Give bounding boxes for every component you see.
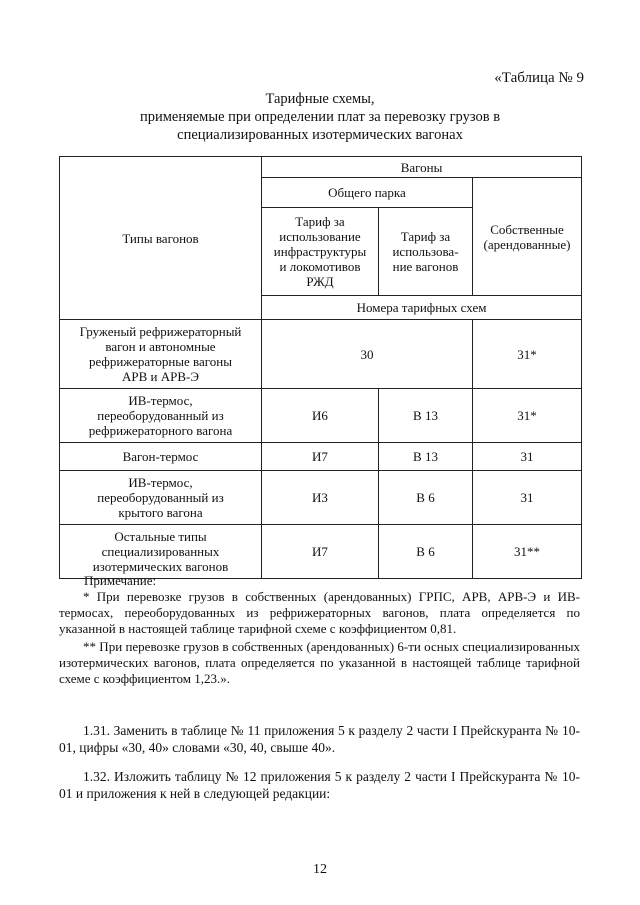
paragraph-1-31: 1.31. Заменить в таблице № 11 приложения 5 к разделу 2 части I Прейскуранта № 10-01, цифры «30, 40» словами «30, 40, свыше 40». bbox=[59, 723, 580, 755]
title-line: применяемые при определении плат за перевозку грузов в bbox=[139, 109, 501, 125]
row-own-scheme: 31 bbox=[473, 443, 582, 471]
header-infrastructure-tariff: Тариф за использование инфраструктуры и локомотивов РЖД bbox=[262, 208, 379, 296]
table-number: «Таблица № 9 bbox=[494, 70, 584, 86]
row-wagon-scheme: В 6 bbox=[379, 525, 473, 579]
table-row bbox=[60, 471, 582, 525]
row-own-scheme: 31** bbox=[473, 525, 582, 579]
page-number: 12 bbox=[313, 862, 327, 877]
row-infra-scheme: И6 bbox=[262, 389, 379, 443]
row-infra-scheme: И7 bbox=[262, 525, 379, 579]
row-infra-scheme: И3 bbox=[262, 471, 379, 525]
table-row bbox=[60, 443, 582, 471]
title-line: Тарифные схемы, bbox=[265, 91, 375, 107]
row-type: Груженый рефрижераторный вагон и автономные рефрижераторные вагоны АРВ и АРВ-Э bbox=[60, 320, 262, 389]
row-wagon-scheme: В 13 bbox=[379, 443, 473, 471]
notes-title: Примечание: bbox=[84, 573, 157, 588]
row-own-scheme: 31 bbox=[473, 471, 582, 525]
table-notes bbox=[59, 573, 580, 687]
row-wagon-scheme: В 6 bbox=[379, 471, 473, 525]
tariff-table bbox=[59, 156, 582, 579]
header-scheme-numbers: Номера тарифных схем bbox=[262, 296, 582, 320]
row-type: ИВ-термос, переоборудованный из крытого вагона bbox=[60, 471, 262, 525]
row-wagon-scheme: В 13 bbox=[379, 389, 473, 443]
paragraph-1-32: 1.32. Изложить таблицу № 12 приложения 5 к разделу 2 части I Прейскуранта № 10-01 и приложения к ней в следующей редакции: bbox=[59, 769, 580, 801]
table-title bbox=[60, 90, 580, 144]
row-type: Вагон-термос bbox=[60, 443, 262, 471]
header-wagon-types: Типы вагонов bbox=[60, 157, 262, 320]
table-row bbox=[60, 525, 582, 579]
row-own-scheme: 31* bbox=[473, 389, 582, 443]
row-own-scheme: 31* bbox=[473, 320, 582, 389]
row-type: ИВ-термос, переоборудованный из рефрижераторного вагона bbox=[60, 389, 262, 443]
table-row bbox=[60, 389, 582, 443]
row-infra-scheme: И7 bbox=[262, 443, 379, 471]
table-row bbox=[60, 320, 582, 389]
header-wagon-use-tariff: Тариф за использова- ние вагонов bbox=[379, 208, 473, 296]
header-general-park: Общего парка bbox=[262, 178, 473, 208]
note-double-asterisk: ** При перевозке грузов в собственных (арендованных) 6-ти осных специализированных изотермических вагонов, плата определяется по указанной в настоящей таблице тарифной схеме с коэффициентом 1,23.». bbox=[59, 639, 580, 686]
header-own-leased: Собственные (арендованные) bbox=[473, 178, 582, 296]
title-line: специализированных изотермических вагонах bbox=[177, 127, 463, 143]
row-type: Остальные типы специализированных изотермических вагонов bbox=[60, 525, 262, 579]
row-merged-scheme: 30 bbox=[262, 320, 473, 389]
header-wagons: Вагоны bbox=[262, 157, 582, 178]
note-single-asterisk: * При перевозке грузов в собственных (арендованных) ГРПС, АРВ, АРВ-Э и ИВ-термосах, переоборудованных из рефрижераторных вагонов, плата определяется по указанной в настоящей таблице тарифной схеме с коэффициентом 0,81. bbox=[59, 589, 580, 636]
